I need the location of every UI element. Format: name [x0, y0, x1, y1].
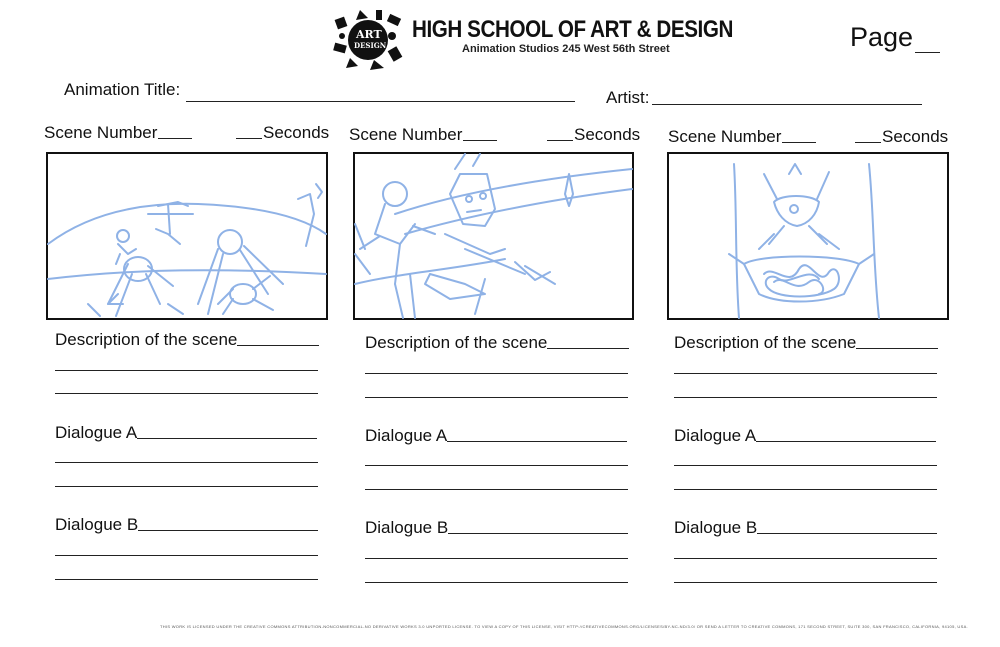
svg-text:ART: ART: [356, 28, 382, 41]
description-label: Description of the scene: [365, 333, 629, 353]
sketch-frame: [353, 152, 634, 320]
seconds-field[interactable]: [855, 142, 881, 143]
school-name: HIGH SCHOOL OF ART & DESIGN: [412, 16, 733, 43]
svg-text:DESIGN: DESIGN: [354, 41, 387, 50]
dialogue-a-line[interactable]: [365, 465, 628, 466]
artist-label: Artist:: [606, 88, 650, 107]
description-field[interactable]: [856, 348, 938, 349]
dialogue-a-line[interactable]: [674, 489, 937, 490]
description-label: Description of the scene: [674, 333, 938, 353]
description-field[interactable]: [547, 348, 629, 349]
storyboard-sketch-creature-bowl-icon: [669, 154, 947, 318]
dialogue-a-label: Dialogue A: [674, 426, 936, 446]
sketch-frame: [667, 152, 949, 320]
dialogue-a-label: Dialogue A: [55, 423, 317, 443]
seconds-field[interactable]: [547, 140, 573, 141]
description-line[interactable]: [674, 397, 937, 398]
scene-number-field[interactable]: [463, 140, 497, 141]
description-label: Description of the scene: [55, 330, 319, 350]
scene-number-label: Scene Number: [349, 125, 497, 145]
seconds-label: Seconds: [236, 123, 329, 143]
dialogue-b-label: Dialogue B: [55, 515, 318, 535]
school-logo: [330, 8, 406, 72]
dialogue-a-line[interactable]: [365, 489, 628, 490]
dialogue-a-field[interactable]: [756, 441, 936, 442]
school-address: Animation Studios 245 West 56th Street: [462, 43, 670, 55]
dialogue-b-field[interactable]: [448, 533, 628, 534]
scene-number-field[interactable]: [782, 142, 816, 143]
page-label: Page: [850, 22, 914, 52]
artist-field[interactable]: [652, 104, 922, 105]
scene-number-label: Scene Number: [44, 123, 192, 143]
dialogue-b-line[interactable]: [365, 558, 628, 559]
seconds-label: Seconds: [547, 125, 640, 145]
description-line[interactable]: [365, 373, 628, 374]
dialogue-b-line[interactable]: [674, 582, 937, 583]
school-logo-icon: [330, 8, 406, 72]
dialogue-a-label: Dialogue A: [365, 426, 627, 446]
dialogue-b-line[interactable]: [674, 558, 937, 559]
page-number-field[interactable]: [915, 52, 940, 53]
dialogue-b-field[interactable]: [757, 533, 937, 534]
dialogue-b-label: Dialogue B: [365, 518, 628, 538]
license-text: THIS WORK IS LICENSED UNDER THE CREATIVE COMMONS ATTRIBUTION-NONCOMMERCIAL-NO DERIVATIVE WORKS 3.0 UNPORTED LICENSE. TO VIEW A COPY OF THIS LICENSE, VISIT HTTP://CREATIVECOMMONS.ORG/LICENSES/BY-NC-ND/3.0/ OR SEND A LETTER TO CREATIVE COMMONS, 171 SECOND STREET, SUITE 300, SAN FRANCISCO, CALIFORNIA, 94105, USA.: [160, 624, 968, 629]
dialogue-a-line[interactable]: [674, 465, 937, 466]
dialogue-b-label: Dialogue B: [674, 518, 937, 538]
dialogue-a-field[interactable]: [447, 441, 627, 442]
storyboard-sketch-characters-table-icon: [355, 154, 632, 318]
animation-title-label: Animation Title:: [64, 80, 181, 99]
scene-number-label: Scene Number: [668, 127, 816, 147]
dialogue-b-line[interactable]: [365, 582, 628, 583]
description-line[interactable]: [365, 397, 628, 398]
seconds-label: Seconds: [855, 127, 948, 147]
description-line[interactable]: [674, 373, 937, 374]
